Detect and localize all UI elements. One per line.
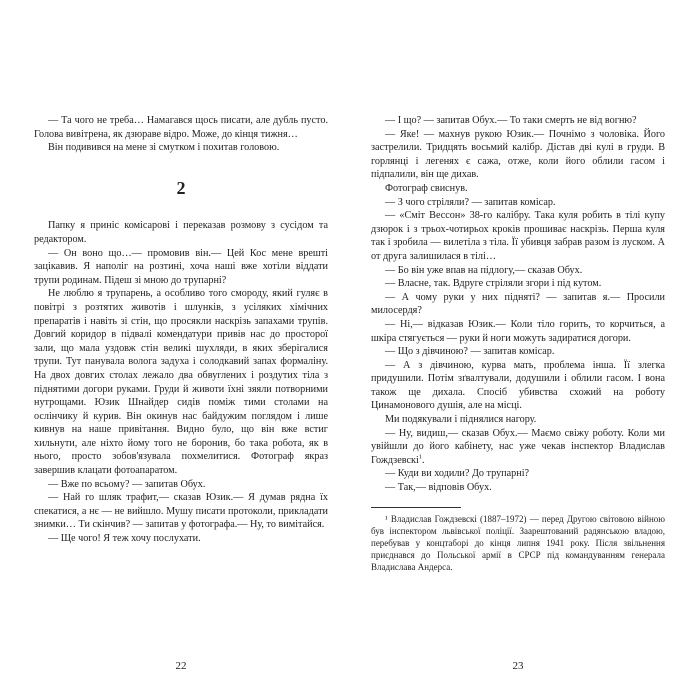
footnote: ¹ Владислав Гождзевскі (1887–1972) — перед Другою світовою війною був інспектором львівської поліції. Заарештований радянською владою, перебував у концтаборі до кінця липня 1941 року. Після звільнення приєднався до Польської армії в СРСР під командуванням генерала Владислава Андерса.: [371, 513, 665, 572]
paragraph-text: — Ну, видиш,— сказав Обух.— Маємо свіжу роботу. Коли ми увійшли до його кабінету, нас уже чекав інспектор Владислав Гождзевскі: [371, 427, 665, 466]
paragraph: — Ні,— відказав Юзик.— Коли тіло горить, то корчиться, а шкіра стягується — руки й ноги можуть задиратися догори.: [371, 318, 665, 344]
paragraph: — Куди ви ходили? До трупарні?: [385, 468, 530, 480]
page-number-right: 23: [512, 660, 524, 672]
paragraph: — Он воно що…— промовив він.— Цей Кос мене врешті зацікавив. Я наполіг на розтині, хоча наші вже хотіли віддати трупи родинам. Підеш зі мною до трупарні?: [34, 247, 328, 286]
paragraph: — Най го шляк трафит,— сказав Юзик.— Я думав рядна їх спекатися, а нє — не вийшло. Мушу писати протоколи, прикладати знимки… Ти скінчив? — запитав у фотографа.— Ну, то вимітайся.: [34, 492, 328, 531]
paragraph: Ми подякували і піднялися нагору.: [385, 414, 537, 426]
footnote-marker: 1: [418, 453, 423, 461]
paragraph: — Ще чого! Я теж хочу послухати.: [48, 533, 201, 545]
paragraph: — Власне, так. Вдруге стріляли згори і під кутом.: [385, 278, 602, 290]
paragraph: Він подивився на мене зі смутком і похитав головою.: [48, 142, 280, 154]
paragraph: — З чого стріляли? — запитав комісар.: [385, 196, 556, 208]
paragraph: — І що? — запитав Обух.— То таки смерть не від вогню?: [385, 115, 637, 126]
paragraph: — «Сміт Вессон» 38-го калібру. Така куля робить в тілі купу дзюрок і з трьох-чотирьох кроків прошиває наскрізь. Перша куля так і зробила — вилетіла з тіла. Її убивця забрав разом із луском. А от друга залишилася в тілі…: [371, 210, 665, 262]
left-page: [34, 114, 328, 546]
paragraph: — Та чого не треба… Намагався щось писати, але дубль пусто. Голова вивітрена, як дзюраве відро. Може, до кінця тижня…: [34, 115, 328, 140]
page-number-left: 22: [175, 660, 187, 672]
paragraph: — Що з дівчиною? — запитав комісар.: [385, 346, 555, 358]
paragraph: — Ну, видиш,— сказав Обух.— Маємо свіжу роботу. Коли ми увійшли до його кабінету, нас уже чекав інспектор Владислав Гождзевскі$^1$.: [371, 427, 665, 466]
paragraph: Фотограф свиснув.: [385, 182, 468, 194]
footnote-divider: [371, 507, 461, 508]
paragraph: Папку я приніс комісарові і переказав розмову з сусідом та редактором.: [34, 220, 328, 245]
paragraph: Не люблю я трупарень, а особливо того смороду, який гуляє в повітрі з розтятих животів і шлунків, з усіляких хімічних препаратів і навіть зі стін, що просякли наскрізь запахами трупів. Довгий коридор в підвалі комендатури привів нас до просторої зали, що мала уздовж стін великі шухляди, в яких зберігалися трупи. Тут панувала волога задуха і солодкавий запах формаліну. На двох довгих столах лежало два обвуглених і роздутих тіла з піднятими догори руками. Груди й животи їхні зяяли потворними нутрощами. Юзик Шнайдер сидів поміж тими столами на ослінчику й курив. Він окинув нас байдужим поглядом і лише кивнув на наше привітання. Видно було, що він вже встиг хильнути, але ніхто йому того не боронив, бо така робота, як в нього, просто зобов'язувала похмелитися. Фотограф якраз завершив клацати фотоапаратом.: [34, 288, 328, 477]
paragraph: — А з дівчиною, курва мать, проблема інша. Її злегка придушили. Потім зґвалтували, додушили і облили гасом. І вона також ще дихала. Спосіб убивства схожий на роботу Цинамонового душія, але на місці.: [371, 359, 665, 412]
paragraph: — Вже по всьому? — запитав Обух.: [48, 478, 206, 490]
paragraph: — А чому руки у них підняті? — запитав я.— Просили милосердя?: [371, 291, 665, 317]
paragraph: — Так,— відповів Обух.: [385, 482, 492, 494]
paragraph: — Яке! — махнув рукою Юзик.— Почнімо з чоловіка. Його застрелили. Тридцять восьмий калібр. Дістав дві кулі в груди. В горлянці і легенях є сажа, отже, коли його облили гасом і підпалили, він ще дихав.: [371, 128, 665, 181]
paragraph: — Бо він уже впав на підлогу,— сказав Обух.: [385, 264, 583, 276]
chapter-number: 2: [176, 177, 186, 198]
right-page: [371, 114, 665, 573]
